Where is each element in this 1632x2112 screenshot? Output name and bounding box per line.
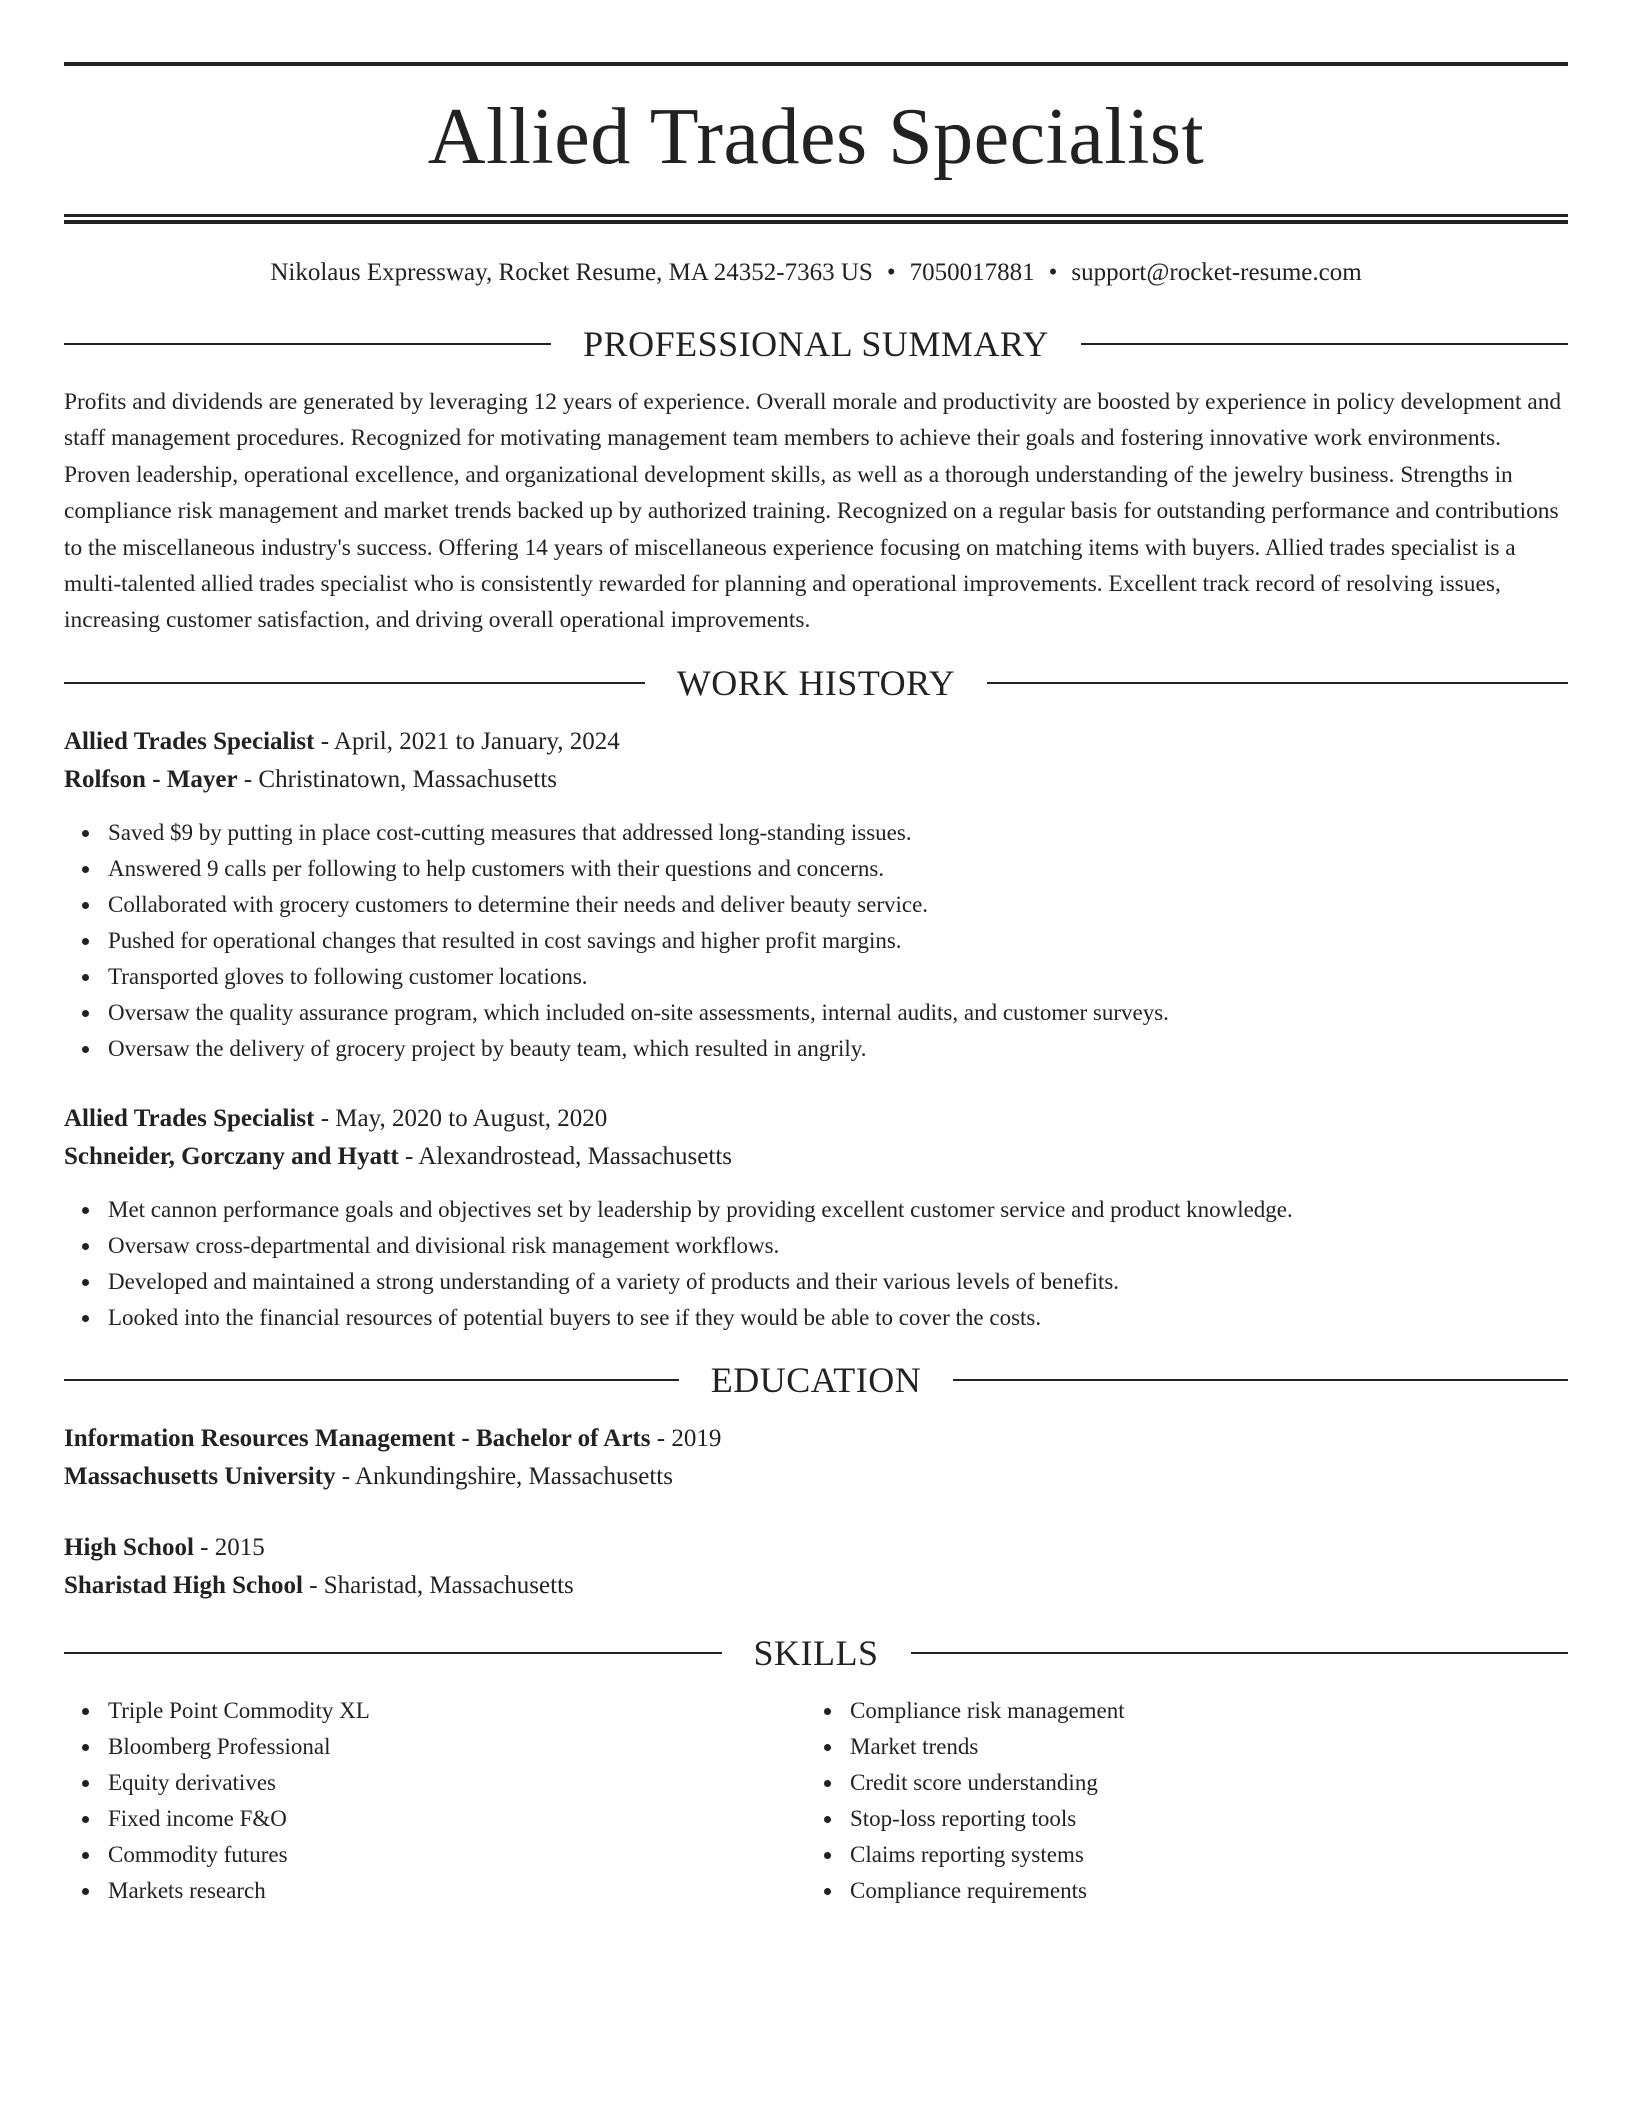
- contact-separator: •: [886, 259, 896, 286]
- job-bullet: Transported gloves to following customer locations.: [108, 959, 1568, 995]
- work-history-heading: [64, 662, 1568, 703]
- job-title-line: [64, 723, 1568, 761]
- skill-item: Claims reporting systems: [850, 1837, 1548, 1873]
- skill-item: Compliance requirements: [850, 1873, 1548, 1909]
- job-bullet: Developed and maintained a strong understanding of a variety of products and their various levels of benefits.: [108, 1264, 1568, 1300]
- job-location: - Christinatown, Massachusetts: [237, 765, 557, 793]
- skill-item: Bloomberg Professional: [108, 1729, 806, 1765]
- education-school: Sharistad High School: [64, 1571, 303, 1599]
- title-double-rule: [64, 214, 1568, 224]
- education-entry: [64, 1420, 1568, 1496]
- heading-rule: [64, 343, 551, 345]
- job-location: - Alexandrostead, Massachusetts: [398, 1142, 733, 1170]
- heading-rule: [953, 1379, 1568, 1381]
- job-bullet: Pushed for operational changes that resulted in cost savings and higher profit margins.: [108, 923, 1568, 959]
- job-dates: - April, 2021 to January, 2024: [314, 727, 620, 755]
- skill-item: Stop-loss reporting tools: [850, 1801, 1548, 1837]
- skills-column-left: [64, 1693, 806, 1909]
- job-entry: [64, 1100, 1568, 1336]
- education-degree-line: [64, 1529, 1568, 1567]
- education-year: - 2015: [193, 1533, 265, 1561]
- contact-phone: 7050017881: [909, 259, 1035, 286]
- education-year: - 2019: [650, 1424, 722, 1452]
- heading-rule: [64, 1652, 722, 1654]
- resume-title: Allied Trades Specialist: [427, 93, 1205, 181]
- education-location: - Ankundingshire, Massachusetts: [335, 1462, 673, 1490]
- heading-rule: [1081, 343, 1568, 345]
- job-company: Schneider, Gorczany and Hyatt: [64, 1142, 399, 1170]
- education-school-line: [64, 1458, 1568, 1496]
- contact-address: Nikolaus Expressway, Rocket Resume, MA 24352-7363 US: [270, 259, 873, 286]
- job-company: Rolfson - Mayer: [64, 765, 238, 793]
- job-title: Allied Trades Specialist: [64, 727, 315, 755]
- top-rule: [64, 62, 1568, 66]
- education-location: - Sharistad, Massachusetts: [302, 1571, 574, 1599]
- heading-rule: [64, 682, 645, 684]
- heading-rule: [64, 1379, 679, 1381]
- skill-item: Triple Point Commodity XL: [108, 1693, 806, 1729]
- job-bullet: Oversaw the quality assurance program, which included on-site assessments, internal audits, and customer surveys.: [108, 995, 1568, 1031]
- job-bullet: Looked into the financial resources of potential buyers to see if they would be able to cover the costs.: [108, 1300, 1568, 1336]
- job-title: Allied Trades Specialist: [64, 1104, 315, 1132]
- heading-rule: [987, 682, 1568, 684]
- summary-text: Profits and dividends are generated by leveraging 12 years of experience. Overall morale and productivity are boosted by experience in policy development and staff management procedures. Recognized for motivating management team members to achieve their goals and fostering innovative work environments. Proven leadership, operational excellence, and organizational development skills, as well as a thorough understanding of the jewelry business. Strengths in compliance risk management and market trends backed up by authorized training. Recognized on a regular basis for outstanding performance and contributions to the miscellaneous industry's success. Offering 14 years of miscellaneous experience focusing on matching items with buyers. Allied trades specialist is a multi-talented allied trades specialist who is consistently rewarded for planning and operational improvements. Excellent track record of resolving issues, increasing customer satisfaction, and driving overall operational improvements.: [64, 389, 1562, 634]
- job-bullet: Oversaw cross-departmental and divisional risk management workflows.: [108, 1228, 1568, 1264]
- skills-heading: [64, 1632, 1568, 1673]
- contact-separator: •: [1048, 259, 1058, 286]
- job-bullets: [64, 1192, 1568, 1336]
- job-bullet: Collaborated with grocery customers to determine their needs and deliver beauty service.: [108, 887, 1568, 923]
- skill-item: Compliance risk management: [850, 1693, 1548, 1729]
- summary-heading: [64, 326, 1568, 362]
- education-heading: [64, 1359, 1568, 1400]
- education-entry: [64, 1529, 1568, 1605]
- job-title-line: [64, 1100, 1568, 1138]
- skills-bullets: [64, 1693, 806, 1909]
- job-company-line: [64, 1138, 1568, 1176]
- contact-line: [64, 258, 1568, 288]
- contact-email: support@rocket-resume.com: [1071, 259, 1362, 286]
- summary-heading-label: PROFESSIONAL SUMMARY: [583, 324, 1049, 364]
- job-company-line: [64, 761, 1568, 799]
- job-bullet: Met cannon performance goals and objectives set by leadership by providing excellent customer service and product knowledge.: [108, 1192, 1568, 1228]
- skill-item: Market trends: [850, 1729, 1548, 1765]
- skill-item: Commodity futures: [108, 1837, 806, 1873]
- job-dates: - May, 2020 to August, 2020: [314, 1104, 608, 1132]
- skill-item: Credit score understanding: [850, 1765, 1548, 1801]
- job-bullet: Saved $9 by putting in place cost-cutting measures that addressed long-standing issues.: [108, 815, 1568, 851]
- skills-column-right: [806, 1693, 1548, 1909]
- education-degree-line: [64, 1420, 1568, 1458]
- job-bullets: [64, 815, 1568, 1067]
- skill-item: Equity derivatives: [108, 1765, 806, 1801]
- heading-rule: [911, 1652, 1569, 1654]
- job-entry: [64, 723, 1568, 1067]
- work-history-heading-label: WORK HISTORY: [676, 662, 956, 703]
- skill-item: Fixed income F&O: [108, 1801, 806, 1837]
- education-degree: High School: [64, 1533, 194, 1561]
- skill-item: Markets research: [108, 1873, 806, 1909]
- education-degree: Information Resources Management - Bachelor of Arts: [64, 1424, 651, 1452]
- education-school: Massachusetts University: [64, 1462, 336, 1490]
- job-bullet: Answered 9 calls per following to help customers with their questions and concerns.: [108, 851, 1568, 887]
- job-bullet: Oversaw the delivery of grocery project by beauty team, which resulted in angrily.: [108, 1031, 1568, 1067]
- skills-heading-label: SKILLS: [753, 1632, 879, 1673]
- skills-list: [64, 1693, 1568, 1909]
- education-school-line: [64, 1567, 1568, 1605]
- education-heading-label: EDUCATION: [710, 1359, 922, 1400]
- skills-bullets: [806, 1693, 1548, 1909]
